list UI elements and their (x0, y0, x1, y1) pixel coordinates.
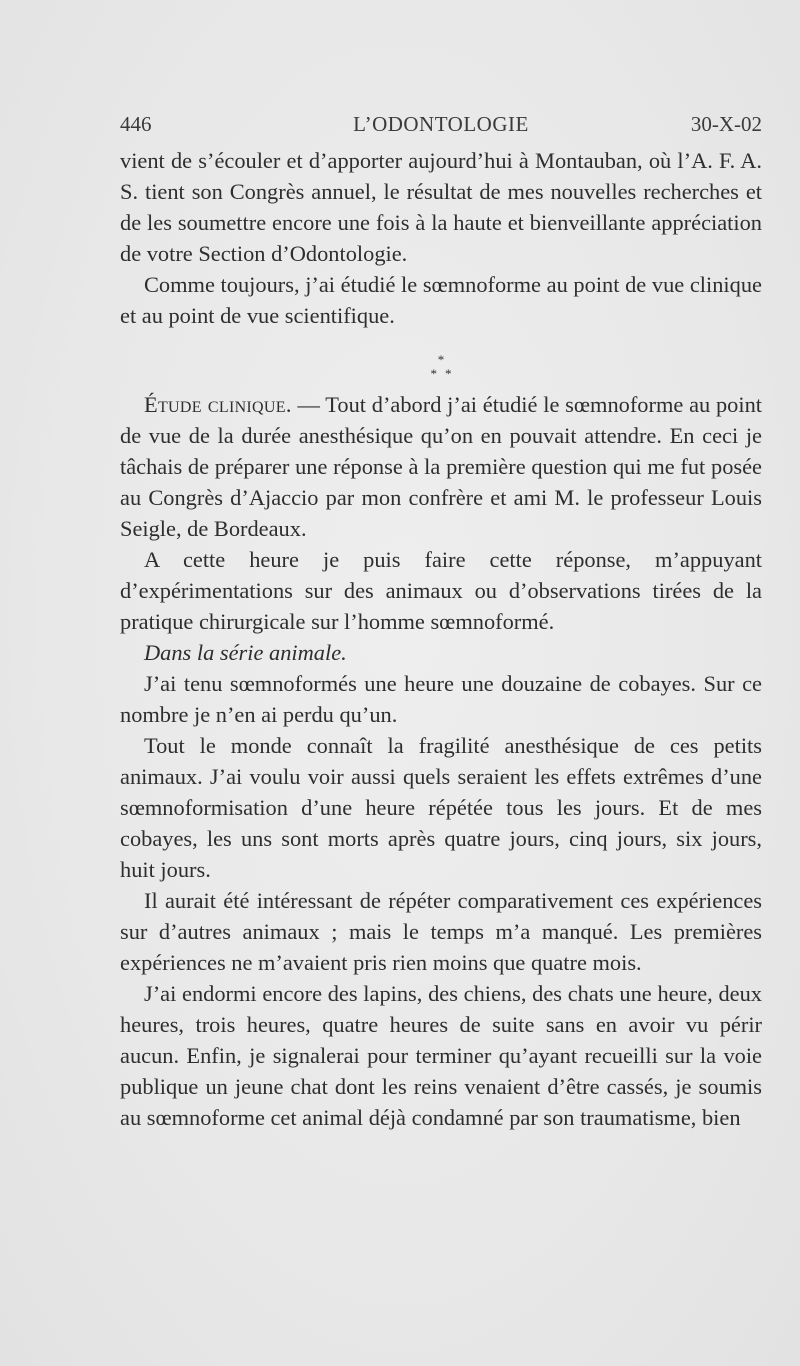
asterism-top: * (437, 352, 445, 367)
paragraph-autres-animaux: Il aurait été intéressant de répéter comparativement ces expériences sur d’autres animaux ; mais le temps m’a manqué. Les premières expériences ne m’avaient pris rien moins que quatre mois. (120, 888, 762, 975)
paragraph-etude-clinique (120, 389, 762, 544)
journal-title: L’ODONTOLOGIE (353, 112, 529, 136)
paragraph-response: A cette heure je puis faire cette réponse, m’appuyant d’expérimentations sur des animaux ou d’observations tirées de la pratique chirurgicale sur l’homme sœmnoformé. (120, 547, 762, 634)
page-number: 446 (120, 112, 152, 136)
paragraph-lapins-chiens: J’ai endormi encore des lapins, des chiens, des chats une heure, deux heures, trois heures, quatre heures de suite sans en avoir vu périr aucun. Enfin, je signalerai pour terminer qu’ayant recueilli sur la voie publique un jeune chat dont les reins venaient d’être cassés, je soumis au sœmnoforme cet animal déjà condamné par son traumatisme, bien (120, 981, 762, 1130)
subheading-serie-animale: Dans la série animale. (144, 640, 347, 665)
issue-date: 30-X-02 (690, 112, 762, 136)
body-text (120, 145, 762, 1133)
paragraph-continuation: vient de s’écouler et d’apporter aujourd’hui à Montauban, où l’A. F. A. S. tient son Congrès annuel, le résultat de mes nouvelles recherches et de les soumettre encore une fois à la haute et bienveillante appréciation de votre Section d’Odontologie. (120, 148, 762, 266)
asterism-divider (120, 331, 762, 389)
paragraph-cobayes: J’ai tenu sœmnoformés une heure une douzaine de cobayes. Sur ce nombre je n’en ai perdu qu’un. (120, 671, 762, 727)
section-heading: Étude clinique. (144, 392, 292, 417)
paragraph-clinical-scientific: Comme toujours, j’ai étudié le sœmnoforme au point de vue clinique et au point de vue scientifique. (120, 272, 762, 328)
running-head (120, 112, 762, 138)
paragraph-fragilite: Tout le monde connaît la fragilité anesthésique de ces petits animaux. J’ai voulu voir aussi quels seraient les effets extrêmes d’une sœmnoformisation d’une heure répétée tous les jours. Et de mes cobayes, les uns sont morts après quatre jours, cinq jours, six jours, huit jours. (120, 733, 762, 882)
asterism-bottom: ** (430, 366, 460, 381)
section-text: — Tout d’abord j’ai étudié le sœmnoforme au point de vue de la durée anesthésique qu’on en pouvait attendre. En ceci je tâchais de préparer une réponse à la première question qui me fut posée au Congrès d’Ajaccio par mon confrère et ami M. le professeur Louis Seigle, de Bordeaux. (120, 392, 762, 541)
